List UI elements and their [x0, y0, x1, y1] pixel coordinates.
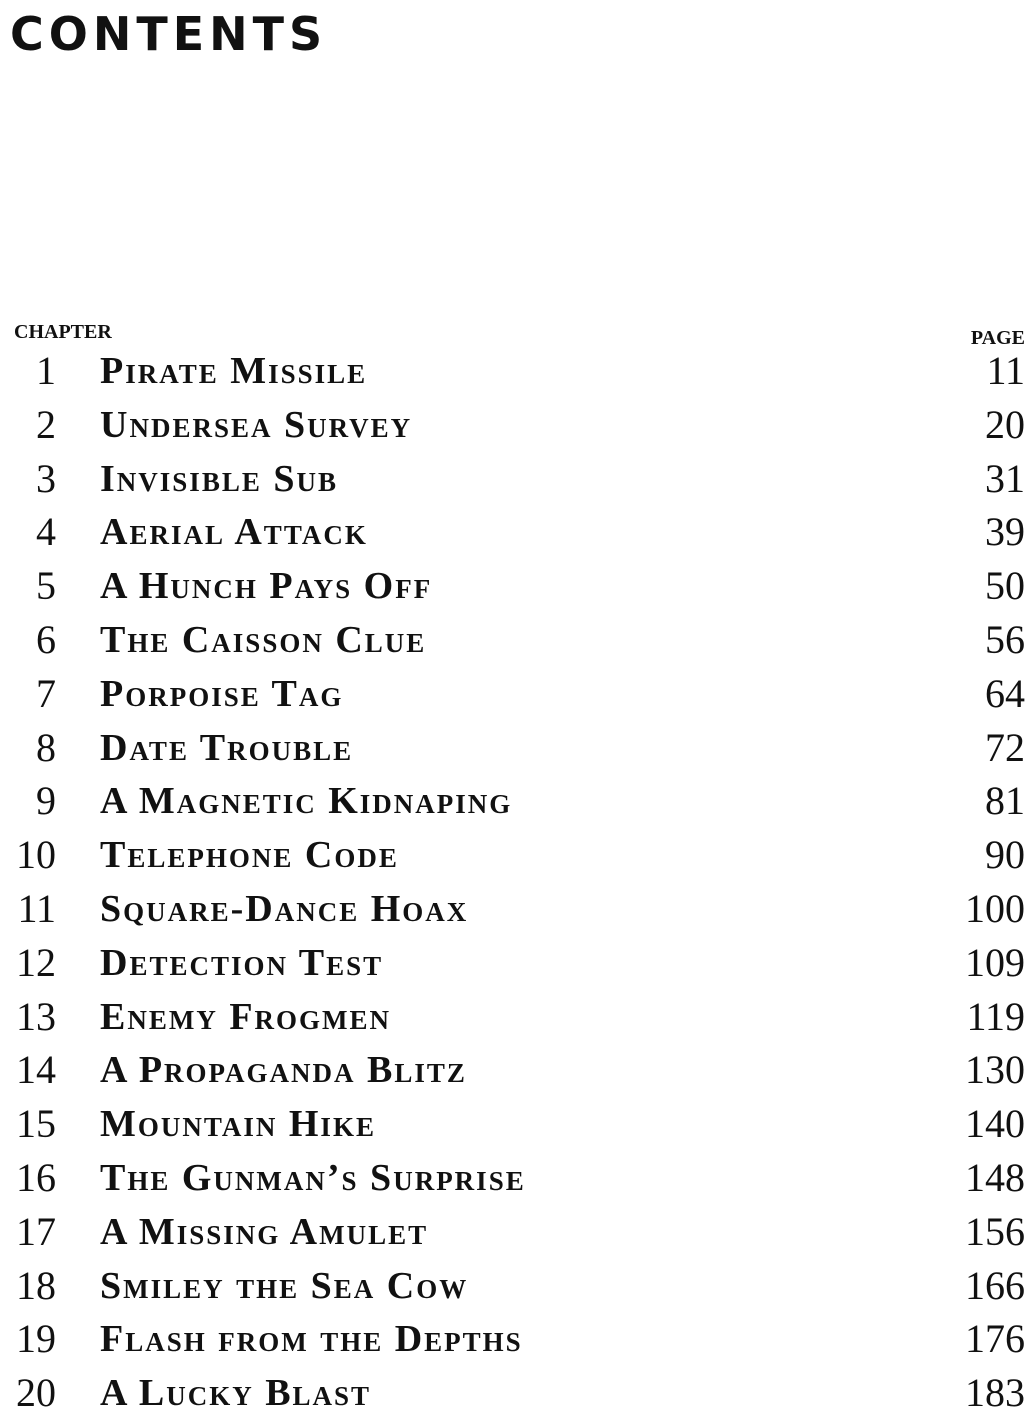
chapter-page: 72	[985, 724, 1025, 770]
chapter-page: 81	[985, 778, 1025, 824]
chapter-title: Flash from the Depths	[100, 1318, 523, 1361]
chapter-number: 18	[16, 1262, 56, 1308]
chapter-number: 13	[16, 993, 56, 1039]
chapter-title: Aerial Attack	[100, 511, 368, 554]
chapter-page: 166	[965, 1262, 1025, 1308]
chapter-page: 11	[986, 348, 1025, 393]
toc-row	[0, 828, 1033, 882]
toc-row	[0, 721, 1033, 775]
toc-row	[0, 990, 1033, 1044]
chapter-page: 31	[985, 455, 1025, 501]
chapter-title: Telephone Code	[100, 834, 399, 877]
toc-row	[0, 344, 1033, 398]
chapter-title: Date Trouble	[100, 726, 354, 769]
chapter-title: Detection Test	[100, 941, 384, 984]
chapter-title: The Gunman’s Surprise	[100, 1156, 526, 1199]
chapter-page: 156	[965, 1208, 1025, 1254]
chapter-number: 15	[16, 1101, 56, 1147]
toc-row	[0, 398, 1033, 452]
chapter-number: 3	[36, 455, 56, 501]
toc-row	[0, 882, 1033, 936]
chapter-number: 16	[16, 1154, 56, 1200]
chapter-number: 8	[36, 724, 56, 770]
chapter-page: 176	[965, 1316, 1025, 1362]
toc-row	[0, 1312, 1033, 1366]
chapter-number: 2	[36, 401, 56, 447]
chapter-page: 39	[985, 509, 1025, 555]
chapter-title: A Propaganda Blitz	[100, 1049, 467, 1092]
chapter-page: 56	[985, 616, 1025, 662]
chapter-title: A Lucky Blast	[100, 1372, 372, 1415]
chapter-title: A Hunch Pays Off	[100, 565, 433, 608]
chapter-page: 148	[965, 1154, 1025, 1200]
toc-row	[0, 613, 1033, 667]
chapter-number: 14	[16, 1047, 56, 1093]
toc-row	[0, 1366, 1033, 1420]
chapter-page: 64	[985, 670, 1025, 716]
chapter-number: 7	[36, 670, 56, 716]
page-title: CONTENTS	[10, 7, 328, 61]
chapter-column-label: CHAPTER	[14, 321, 112, 343]
chapter-page: 130	[965, 1047, 1025, 1093]
toc-row	[0, 1205, 1033, 1259]
chapter-number: 4	[36, 509, 56, 555]
chapter-page: 109	[965, 939, 1025, 985]
table-of-contents	[0, 344, 1033, 1420]
chapter-number: 5	[36, 563, 56, 609]
toc-row	[0, 667, 1033, 721]
chapter-number: 19	[16, 1316, 56, 1362]
toc-row	[0, 1151, 1033, 1205]
chapter-title: Undersea Survey	[100, 403, 413, 446]
chapter-page: 20	[985, 401, 1025, 447]
chapter-page: 183	[965, 1370, 1025, 1416]
chapter-title: Mountain Hike	[100, 1103, 376, 1146]
chapter-number: 10	[16, 832, 56, 878]
toc-row	[0, 1043, 1033, 1097]
chapter-title: Enemy Frogmen	[100, 995, 392, 1038]
chapter-number: 17	[16, 1208, 56, 1254]
chapter-title: Smiley the Sea Cow	[100, 1264, 469, 1307]
chapter-page: 140	[965, 1101, 1025, 1147]
chapter-number: 1	[36, 348, 56, 393]
chapter-number: 12	[16, 939, 56, 985]
toc-row	[0, 936, 1033, 990]
chapter-page: 50	[985, 563, 1025, 609]
chapter-number: 9	[36, 778, 56, 824]
chapter-title: The Caisson Clue	[100, 618, 427, 661]
toc-row	[0, 452, 1033, 506]
chapter-title: A Missing Amulet	[100, 1210, 429, 1253]
chapter-number: 6	[36, 616, 56, 662]
chapter-title: Porpoise Tag	[100, 672, 344, 715]
chapter-number: 20	[16, 1370, 56, 1416]
chapter-title: A Magnetic Kidnaping	[100, 780, 513, 823]
toc-row	[0, 774, 1033, 828]
toc-row	[0, 1097, 1033, 1151]
chapter-title: Square-Dance Hoax	[100, 887, 469, 930]
toc-row	[0, 505, 1033, 559]
chapter-title: Invisible Sub	[100, 457, 338, 500]
toc-row	[0, 1259, 1033, 1313]
chapter-title: Pirate Missile	[100, 350, 368, 392]
chapter-page: 90	[985, 832, 1025, 878]
toc-row	[0, 559, 1033, 613]
chapter-page: 119	[966, 993, 1025, 1039]
chapter-number: 11	[17, 885, 56, 931]
page-column-label: PAGE	[970, 327, 1025, 349]
chapter-page: 100	[965, 885, 1025, 931]
